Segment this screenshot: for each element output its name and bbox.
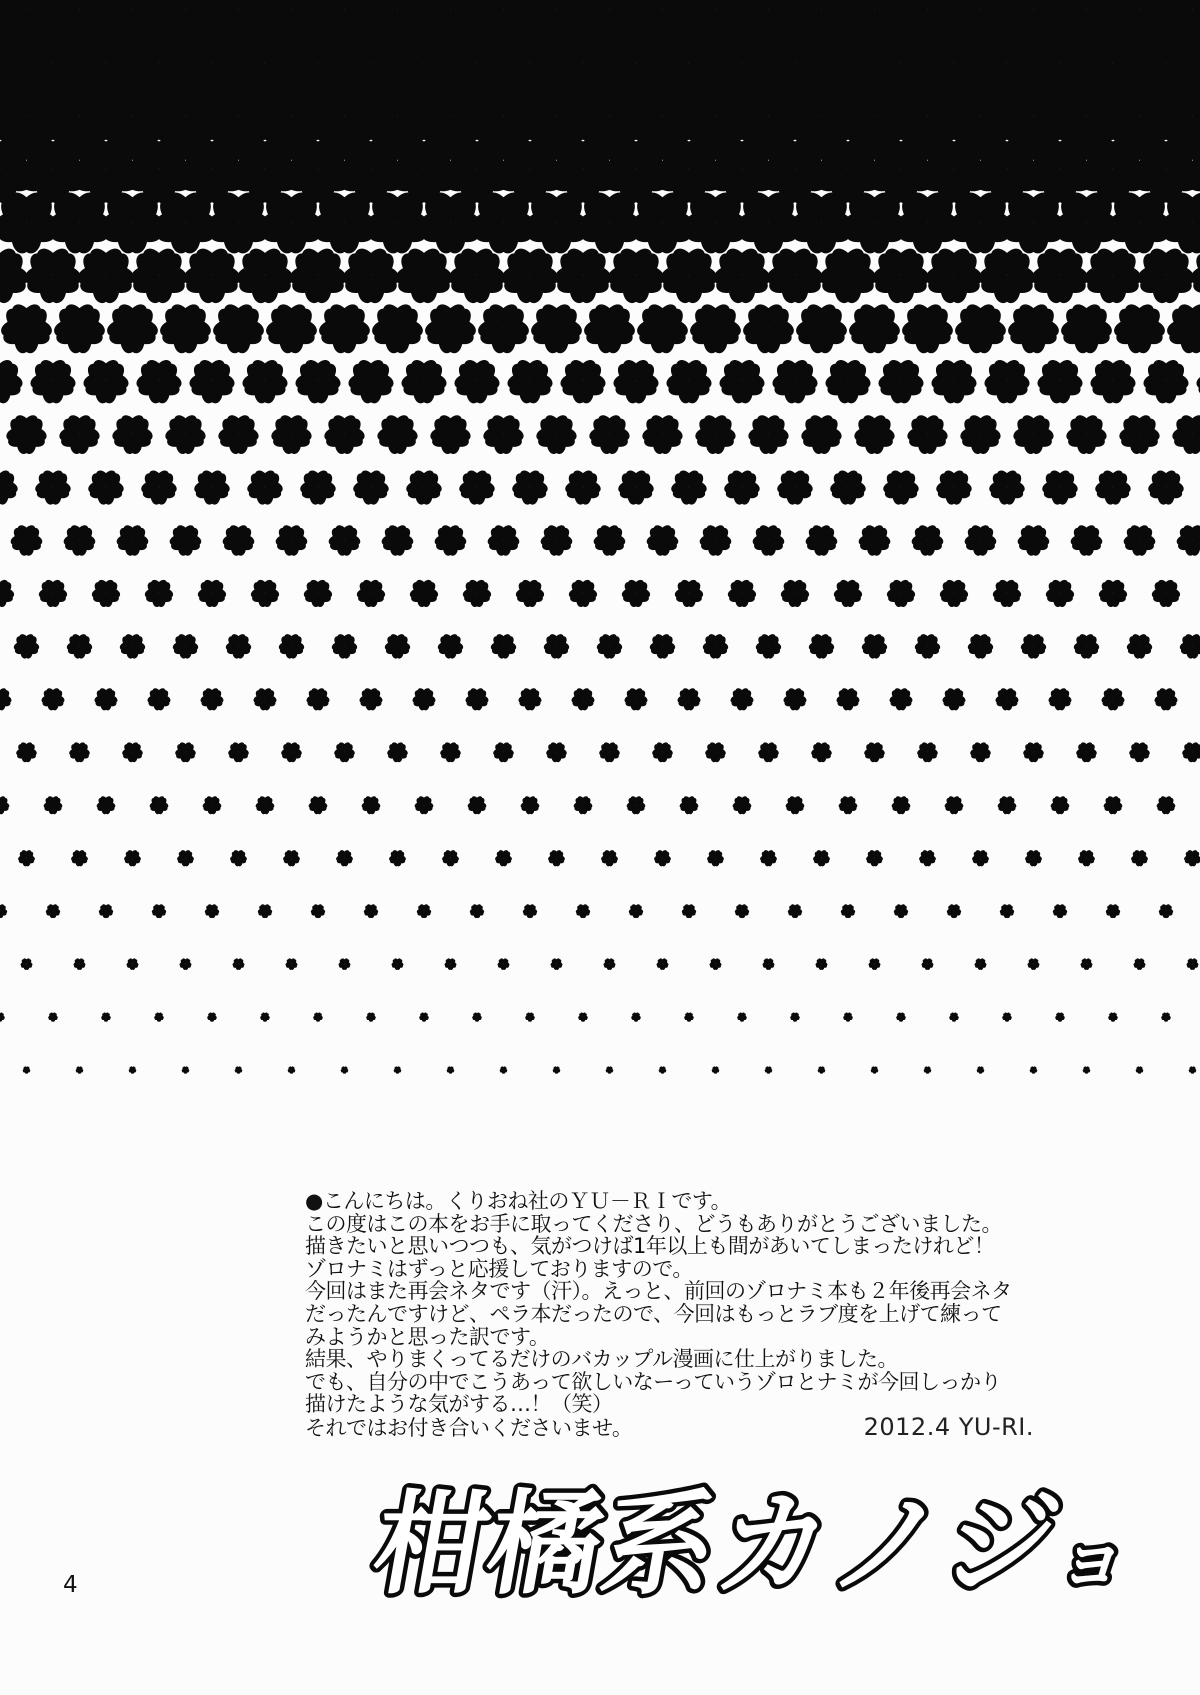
afterword-line: でも、自分の中でこうあって欲しいなーっていうゾロとナミが今回しっかり	[305, 1369, 1001, 1394]
afterword-line: みようかと思った訳です。	[305, 1324, 550, 1349]
afterword-line: この度はこの本をお手に取ってくださり、どうもありがとうございました。	[305, 1211, 1002, 1236]
afterword-line: 今回はまた再会ネタです（汗）。えっと、前回のゾロナミ本も２年後再会ネタ	[305, 1279, 1012, 1304]
afterword-closing-line: それではお付き合いくださいませ。	[305, 1415, 633, 1440]
afterword-text	[305, 1190, 1040, 1440]
page-number: 4	[63, 1572, 78, 1598]
afterword-closing-row	[305, 1412, 1040, 1441]
signature: 2012.4 YU-RI.	[863, 1412, 1034, 1441]
afterword-line: ●こんにちは。くりおね社のＹＵ－ＲＩです。	[305, 1189, 732, 1213]
afterword-line: だったんですけど、ペラ本だったので、今回はもっとラブ度を上げて練って	[305, 1301, 1002, 1326]
afterword-line: ゾロナミはずっと応援しておりますので。	[305, 1256, 693, 1281]
book-title	[0, 1455, 1200, 1625]
afterword-line: 描けたような気がする…！（笑）	[305, 1392, 613, 1417]
book-title-text: 柑橘系カノジョ	[364, 1478, 1139, 1610]
afterword-line: 描きたいと思いつつも、気がつけば1年以上も間があいてしまったけれど！	[305, 1234, 995, 1259]
afterword-line: 結果、やりまくってるだけのバカップル漫画に仕上がりました。	[305, 1347, 899, 1372]
